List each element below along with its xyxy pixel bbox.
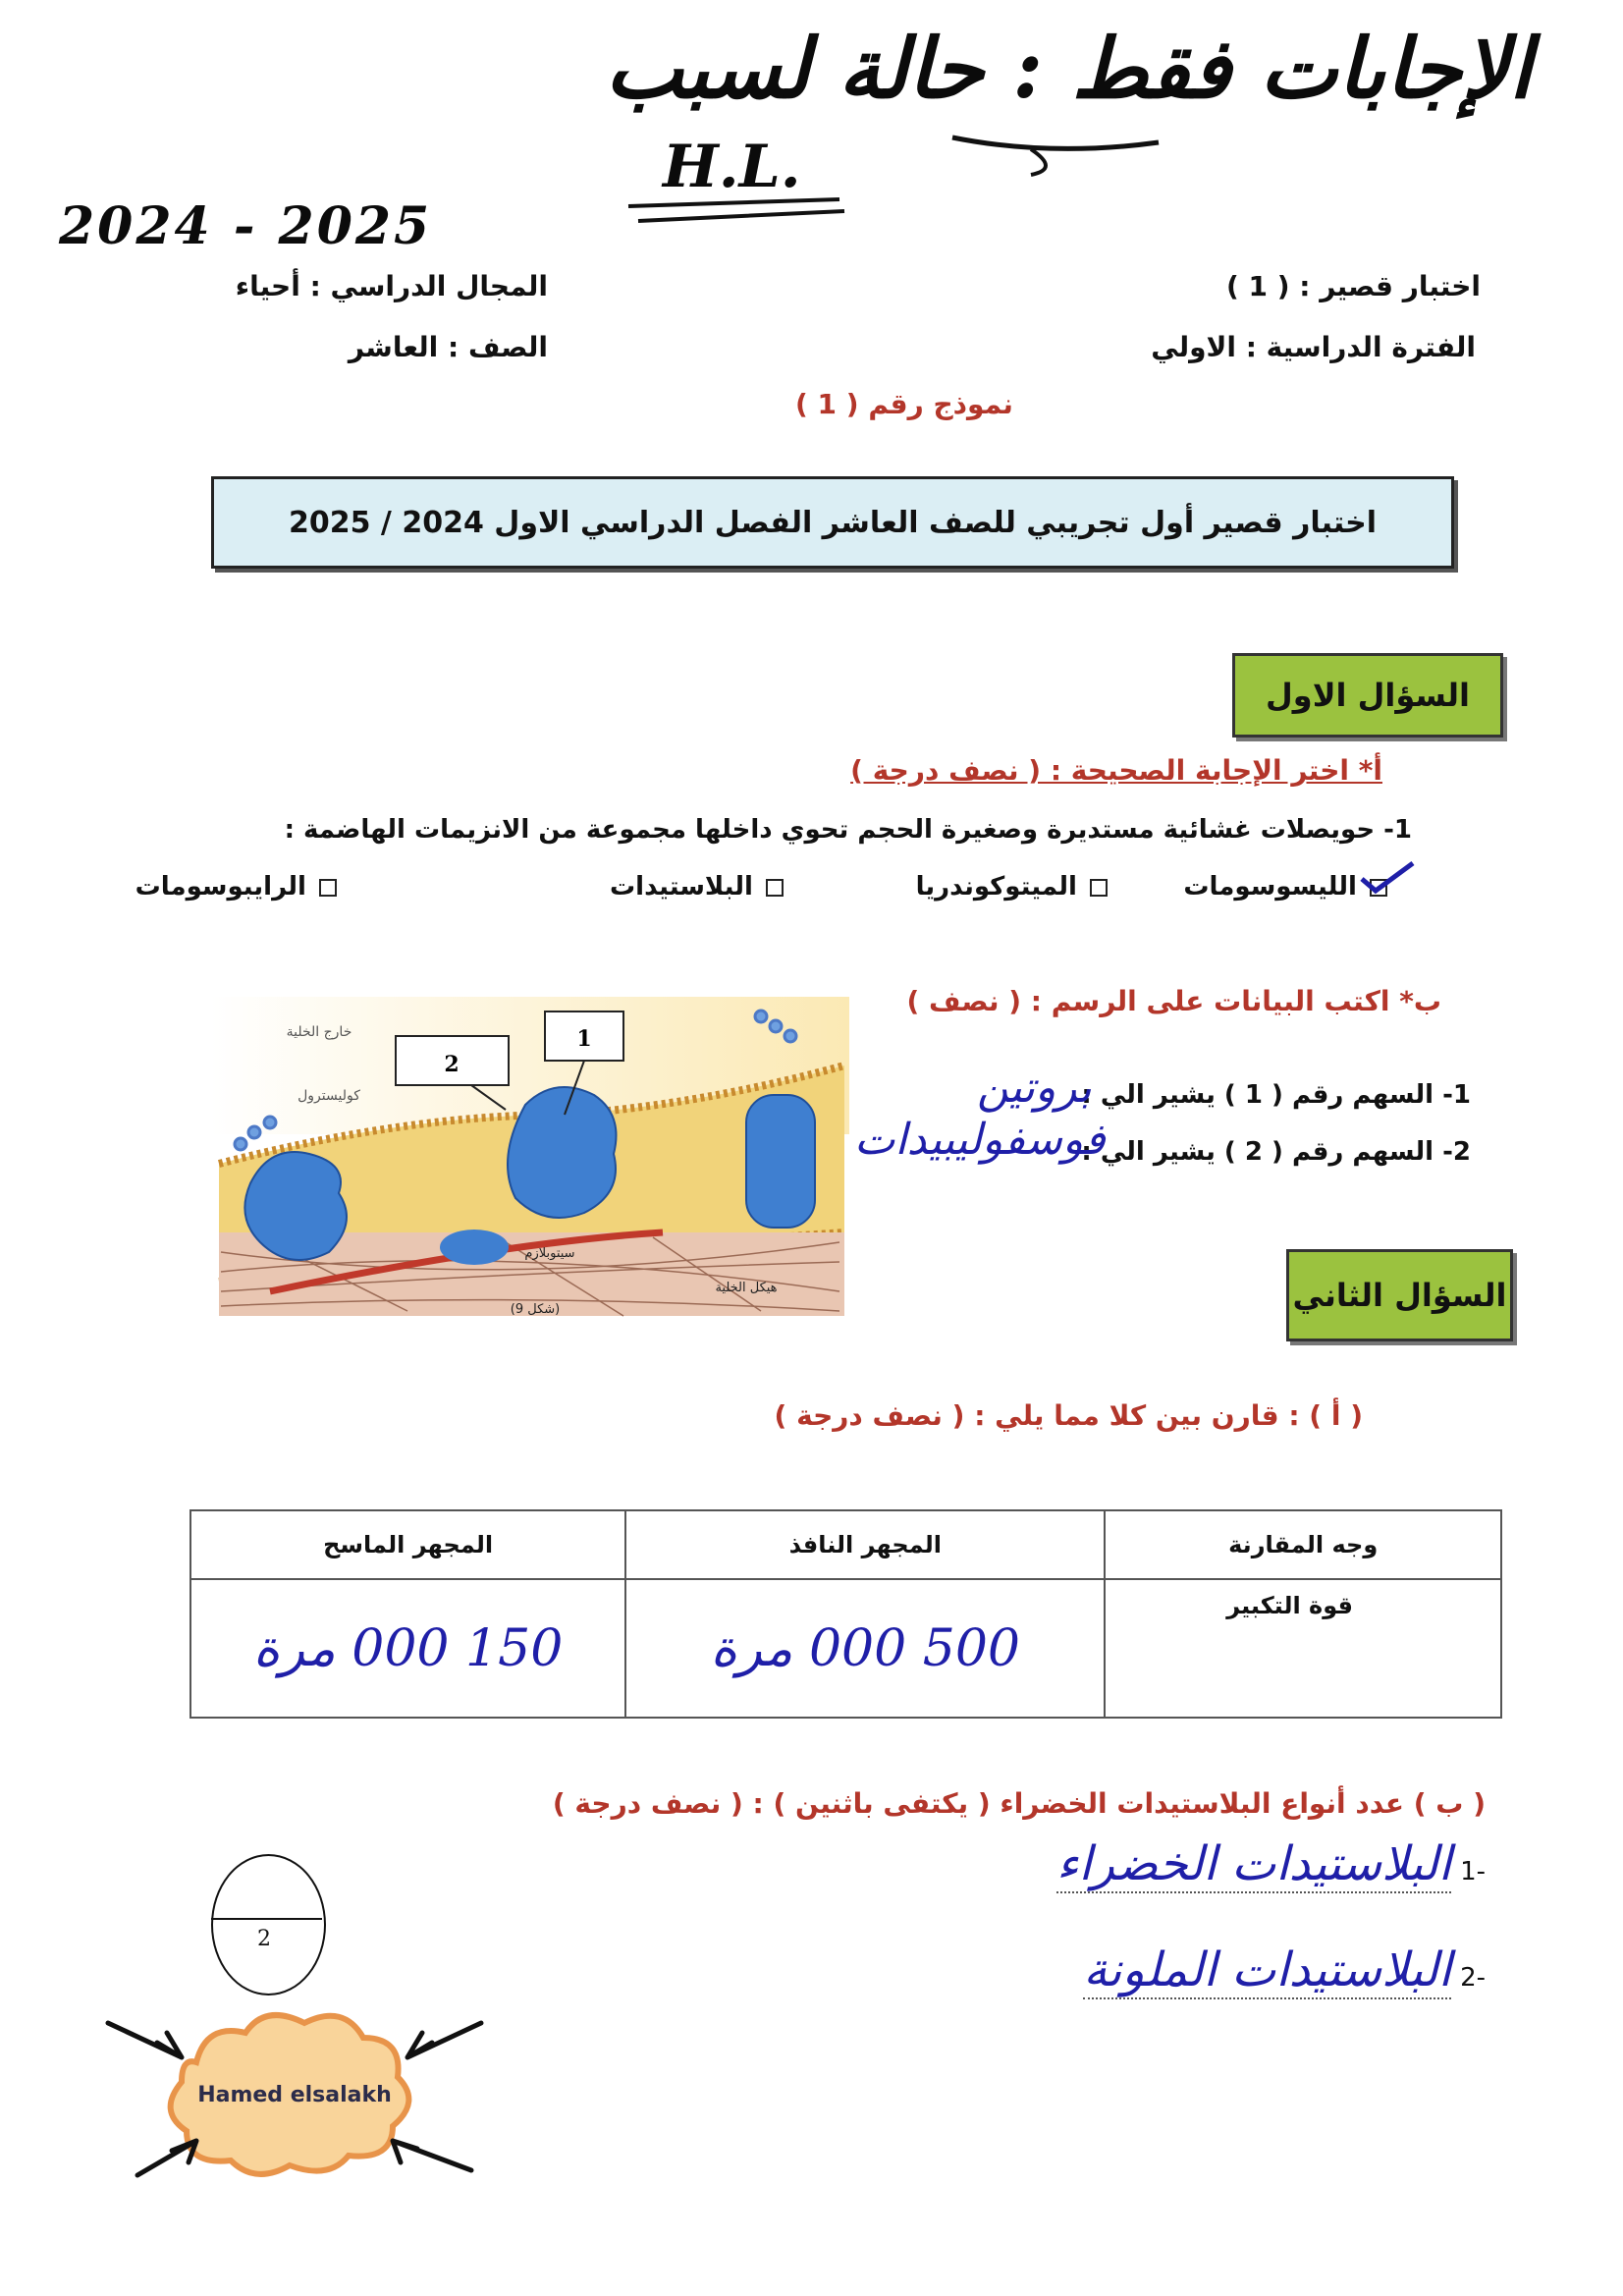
answer-2-text: البلاستيدات الملونة (1083, 1942, 1452, 1997)
cholesterol-label: كوليسترول (298, 1088, 360, 1104)
option-checkbox[interactable] (319, 879, 337, 897)
answer-2-number: -2 (1460, 1963, 1486, 1993)
author-cloud (98, 1994, 491, 2190)
option-checkbox[interactable] (1090, 879, 1108, 897)
option-label: البلاستيدات (610, 872, 753, 902)
q1-part-a-heading: أ* اختر الإجابة الصحيحة : ( نصف درجة ) (850, 754, 1382, 787)
model-label: نموذج رقم ( 1 ) (795, 388, 1013, 420)
header-underline (943, 118, 1168, 177)
answer-2-row (1083, 1942, 1486, 1997)
arrow-1-answer: بروتين (977, 1063, 1092, 1113)
arrow-1-question: 1- السهم رقم ( 1 ) يشير الي : (1081, 1080, 1471, 1110)
handwritten-header: الإجابات فقط : حالة لسبب (605, 20, 1532, 117)
q1-item1-text: 1- حويصلات غشائية مستديرة وصغيرة الحجم تحوي داخلها مجموعة من الانزيمات الهاضمة : (284, 815, 1412, 845)
score-oval (211, 1854, 326, 1995)
option-checkbox[interactable] (766, 879, 784, 897)
table-header-aspect: وجه المقارنة (1105, 1510, 1501, 1579)
answer-1-text: البلاستيدات الخضراء (1055, 1836, 1452, 1891)
callout-1-text: 1 (576, 1026, 592, 1052)
cytoskeleton-label: هيكل الخلية (715, 1281, 778, 1295)
protein-right (746, 1095, 815, 1228)
q1-part-b-heading: ب* اكتب البيانات على الرسم : ( نصف ) (906, 985, 1441, 1017)
table-cell-scanning-value: 150 000 مرة (190, 1579, 625, 1718)
quiz-label: اختبار قصير : ( 1 ) (1225, 270, 1481, 302)
handwritten-initials: H.L. (663, 133, 801, 201)
option-ribosomes[interactable] (135, 872, 337, 902)
class-label: الصف : العاشر (348, 331, 548, 363)
option-label: الميتوكوندريا (915, 872, 1077, 902)
score-denominator: 2 (257, 1927, 271, 1951)
q2-part-a-heading: ( أ ) : قارن بين كلا مما يلي : ( نصف درجة ) (774, 1399, 1363, 1432)
option-label: الليسوسومات (1183, 872, 1357, 902)
option-checkbox-checked[interactable] (1370, 879, 1387, 897)
table-header-transmission: المجهر النافذ (625, 1510, 1105, 1579)
table-cell-transmission-value: 500 000 مرة (625, 1579, 1105, 1718)
callout-2-text: 2 (444, 1052, 460, 1077)
answer-1-row (1056, 1836, 1486, 1891)
option-plastids[interactable] (610, 872, 784, 902)
exam-title-box: اختبار قصير أول تجريبي للصف العاشر الفصل الدراسي الاول 2024 / 2025 (211, 476, 1454, 569)
outside-label: خارج الخلية (286, 1024, 352, 1040)
table-cell-row-label: قوة التكبير (1105, 1579, 1501, 1718)
figure-caption: (شكل 9) (510, 1302, 561, 1317)
comparison-table (189, 1509, 1502, 1719)
initials-underline (619, 191, 854, 231)
option-lysosomes[interactable] (1183, 872, 1387, 902)
protein-center (508, 1087, 617, 1218)
question-2-tag: السؤال الثاني (1286, 1249, 1513, 1341)
handwritten-year: 2024 - 2025 (59, 196, 433, 256)
author-name: Hamed elsalakh (197, 2083, 392, 2107)
cell-membrane-figure (211, 997, 849, 1321)
field-label: المجال الدراسي : أحياء (235, 270, 548, 302)
arrow-2-question: 2- السهم رقم ( 2 ) يشير الي : (1081, 1137, 1471, 1167)
table-header-scanning: المجهر الماسح (190, 1510, 625, 1579)
answer-1-number: -1 (1460, 1857, 1486, 1886)
score-oval-divider (211, 1918, 322, 1920)
option-mitochondria[interactable] (916, 872, 1108, 902)
cytoplasm-label: سيتوبلازم (524, 1246, 575, 1261)
option-label: الرايبوسومات (135, 872, 306, 902)
question-1-tag: السؤال الاول (1232, 653, 1503, 738)
protein-small (440, 1230, 509, 1265)
arrow-2-answer: فوسفوليبيدات (854, 1115, 1106, 1165)
period-label: الفترة الدراسية : الاولي (1151, 331, 1476, 363)
q2-part-b-heading: ( ب ) عدد أنواع البلاستيدات الخضراء ( يكتفى باثنين ) : ( نصف درجة ) (552, 1787, 1486, 1820)
